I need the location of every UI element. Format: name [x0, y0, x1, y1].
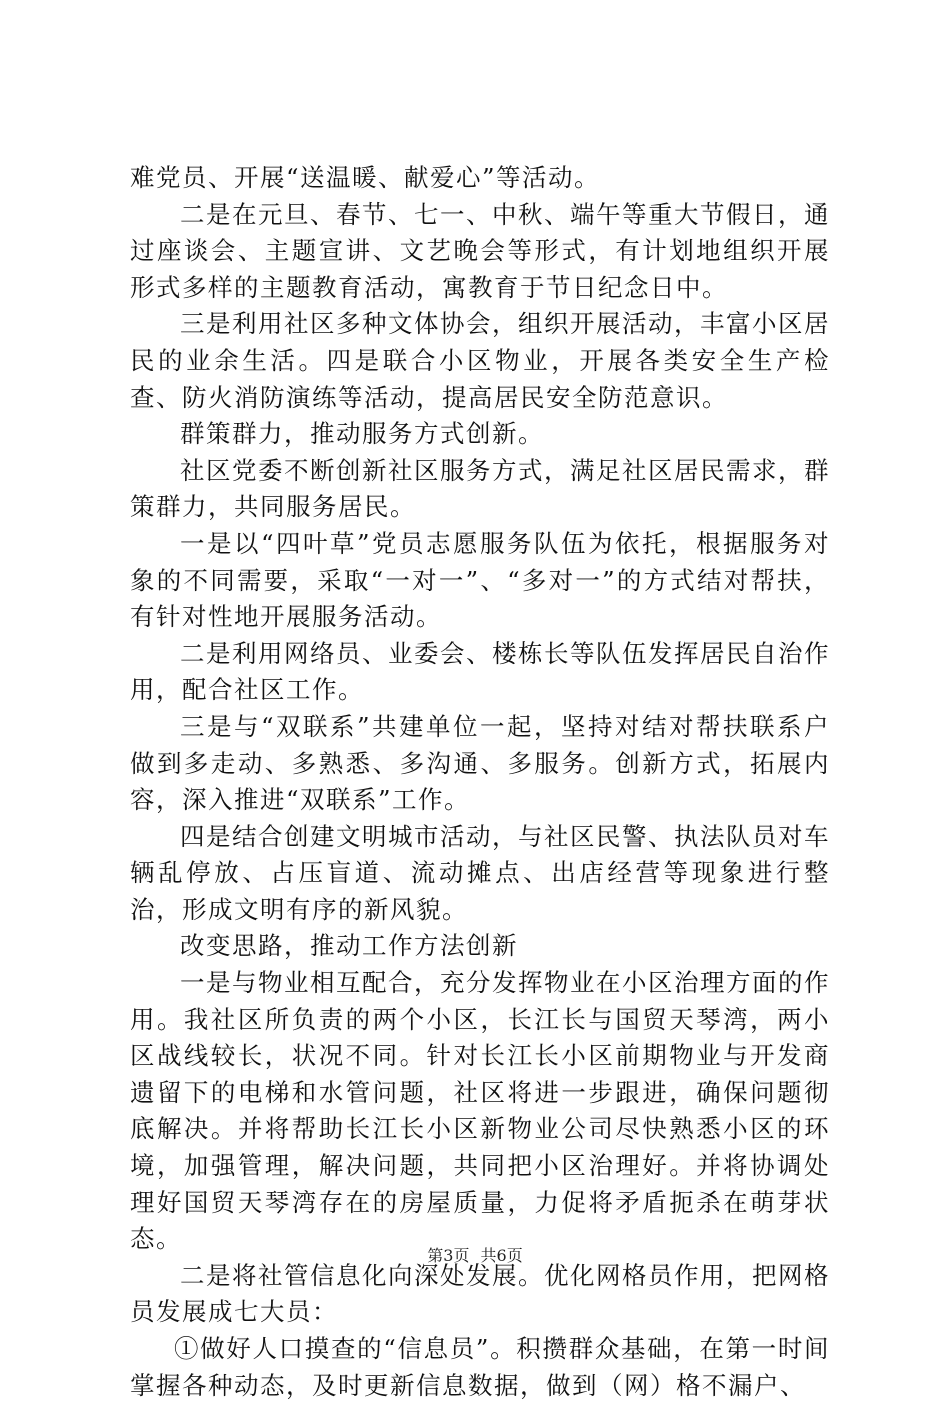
- section-heading: 群策群力，推动服务方式创新。: [180, 419, 544, 449]
- page-footer: [0, 1243, 950, 1266]
- paragraph: 四是结合创建文明城市活动，与社区民警、执法队员对车辆乱停放、占压盲道、流动摊点、出店经营等现象进行整治，形成文明有序的新风貌。: [130, 821, 830, 924]
- paragraph: 难党员、开展“送温暖、献爱心”等活动。: [130, 163, 601, 192]
- document-body: [130, 160, 830, 1404]
- paragraph: 二是在元旦、春节、七一、中秋、端午等重大节假日，通过座谈会、主题宣讲、文艺晚会等形式，有计划地组织开展形式多样的主题教育活动，寓教育于节日纪念日中。: [130, 199, 830, 302]
- paragraph: 一是以“四叶草”党员志愿服务队伍为依托，根据服务对象的不同需要，采取“一对一”、“多对一”的方式结对帮扶，有针对性地开展服务活动。: [130, 528, 830, 632]
- paragraph: 一是与物业相互配合，充分发挥物业在小区治理方面的作用。我社区所负责的两个小区，长江长与国贸天琴湾，两小区战线较长，状况不同。针对长江长小区前期物业与开发商遗留下的电梯和水管问题，社区将进一步跟进，确保问题彻底解决。并将帮助长江长小区新物业公司尽快熟悉小区的环境，加强管理，解决问题，共同把小区治理好。并将协调处理好国贸天琴湾存在的房屋质量，力促将矛盾扼杀在萌芽状态。: [130, 968, 830, 1254]
- page-total: 共6页: [480, 1246, 523, 1265]
- section-heading: 改变思路，推动工作方法创新: [180, 931, 518, 961]
- paragraph: 三是利用社区多种文体协会，组织开展活动，丰富小区居民的业余生活。四是联合小区物业，开展各类安全生产检查、防火消防演练等活动，提高居民安全防范意识。: [130, 309, 830, 412]
- paragraph: ①做好人口摸查的“信息员”。积攒群众基础，在第一时间掌握各种动态，及时更新信息数据，做到（网）格不漏户、: [130, 1334, 830, 1400]
- paragraph: 社区党委不断创新社区服务方式，满足社区居民需求，群策群力，共同服务居民。: [130, 455, 830, 522]
- paragraph: 二是将社管信息化向深处发展。优化网格员作用，把网格员发展成七大员：: [130, 1260, 830, 1327]
- paragraph: 二是利用网络员、业委会、楼栋长等队伍发挥居民自治作用，配合社区工作。: [130, 638, 830, 705]
- page-number: 第3页: [427, 1246, 470, 1265]
- paragraph: 三是与“双联系”共建单位一起，坚持对结对帮扶联系户做到多走动、多熟悉、多沟通、多服务。创新方式，拓展内容，深入推进“双联系”工作。: [130, 711, 830, 815]
